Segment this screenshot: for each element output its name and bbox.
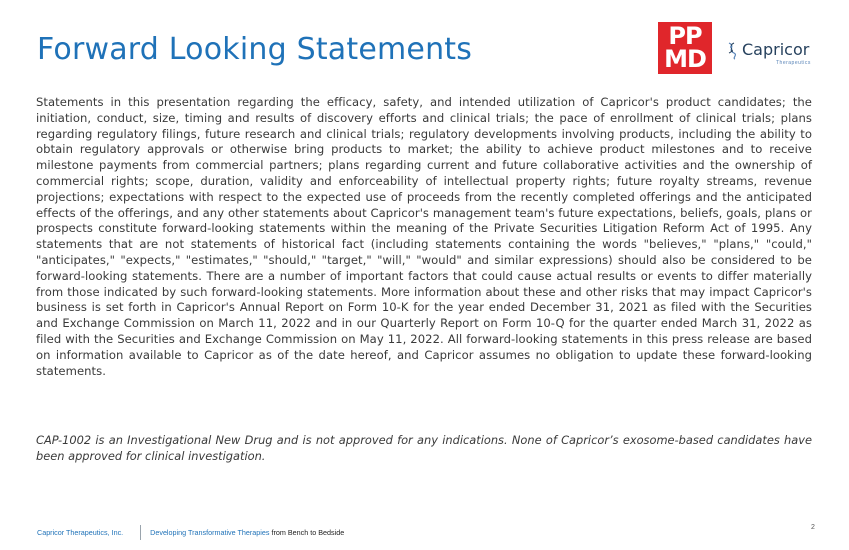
footer [37, 525, 344, 540]
page-number: 2 [811, 524, 815, 531]
slide-title: Forward Looking Statements [37, 32, 473, 67]
helix-icon [726, 42, 740, 60]
ppmd-logo-line1: PP [668, 22, 702, 50]
investigational-drug-disclaimer: CAP-1002 is an Investigational New Drug and is not approved for any indications. None of Capricor’s exosome-based candidates have been approved for clinical investigation. [36, 433, 812, 463]
footer-tagline-rest: from Bench to Bedside [271, 528, 345, 537]
footer-tagline-highlight: Developing Transformative Therapies [150, 528, 270, 537]
ppmd-logo-line2: MD [664, 45, 706, 73]
capricor-logo [726, 40, 811, 72]
ppmd-logo [658, 22, 712, 74]
capricor-logo-subtitle: Therapeutics [776, 60, 811, 66]
footer-company: Capricor Therapeutics, Inc. [37, 528, 124, 537]
capricor-logo-name: Capricor [742, 40, 810, 59]
forward-looking-statements-body: Statements in this presentation regarding the efficacy, safety, and intended utilization of Capricor's product candidates; the initiation, conduct, size, timing and results of discovery efforts and clinical trials; the pace of enrollment of clinical trials; plans regarding regulatory filings, future research and clinical trials; regulatory developments involving products, including the ability to obtain regulatory approvals or otherwise bring products to market; the ability to achieve product milestones and to receive milestone payments from commercial partners; plans regarding current and future collaborative activities and the ownership of commercial rights; scope, duration, validity and enforceability of intellectual property rights; future royalty streams, revenue projections; expectations with respect to the expected use of proceeds from the recently completed offerings and the anticipated effects of the offerings, and any other statements about Capricor's management team's future expectations, beliefs, goals, plans or prospects constitute forward-looking statements within the meaning of the Private Securities Litigation Reform Act of 1995. Any statements that are not statements of historical fact (including statements containing the words "believes," "plans," "could," "anticipates," "expects," "estimates," "should," "target," "will," "would" and similar expressions) should also be considered to be forward-looking statements. There are a number of important factors that could cause actual results or events to differ materially from those indicated by such forward-looking statements. More information about these and other risks that may impact Capricor's business is set forth in Capricor's Annual Report on Form 10-K for the year ended December 31, 2021 as filed with the Securities and Exchange Commission on March 11, 2022 and in our Quarterly Report on Form 10-Q for the quarter ended March 31, 2022 as filed with the Securities and Exchange Commission on May 11, 2022. All forward-looking statements in this press release are based on information available to Capricor as of the date hereof, and Capricor assumes no obligation to update these forward-looking statements. [36, 95, 812, 378]
footer-divider [140, 525, 141, 540]
